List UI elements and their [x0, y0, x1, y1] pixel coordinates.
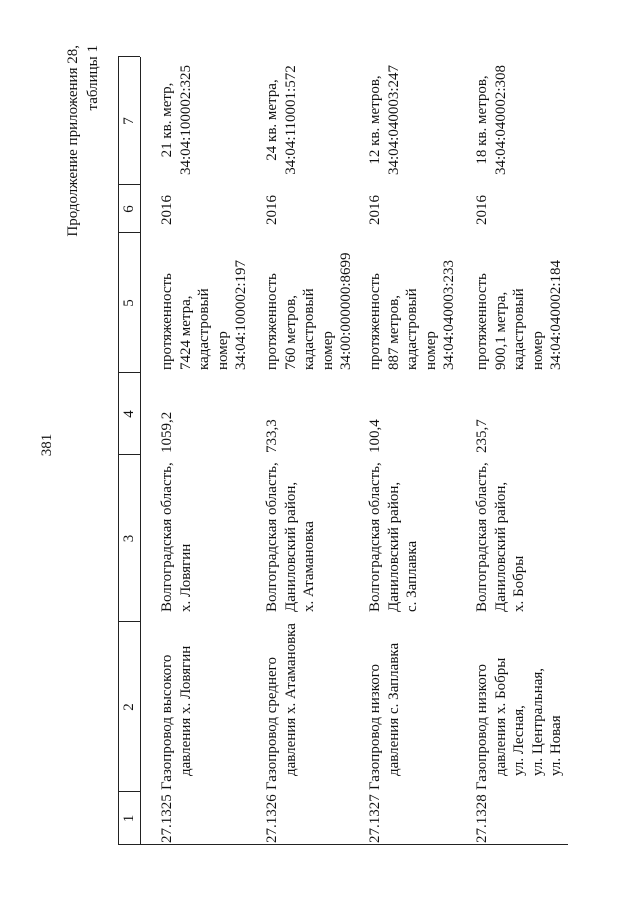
land-plot-line: 12 кв. метров, [367, 75, 383, 165]
object-value-line: 100,4 [367, 419, 383, 453]
object-year-cell [158, 185, 177, 225]
object-year-line: 2016 [474, 195, 490, 225]
land-plot-line: 34:04:040003:247 [385, 65, 402, 176]
object-name-line: ул. Центральная, [529, 667, 546, 776]
object-value-cell [158, 373, 177, 453]
object-details-line: кадастровый [404, 288, 420, 370]
land-plot-line: 34:04:100002:325 [177, 65, 194, 176]
column-header-2: 2 [121, 703, 137, 711]
column-header-4: 4 [121, 410, 137, 418]
object-name-line: давления с. Заплавка [385, 642, 402, 776]
continuation-line: Продолжение приложения 28, [65, 45, 81, 237]
table-row [473, 0, 573, 905]
object-address-line: х. Атамановка [301, 521, 317, 612]
record-number-line: 27.1327 [367, 794, 383, 843]
land-plot-line: 34:04:040002:308 [492, 65, 509, 176]
object-name-cell [473, 622, 566, 790]
object-details-line: протяженность [474, 273, 490, 370]
object-details-line: номер [529, 331, 546, 370]
continuation-heading [63, 45, 103, 365]
object-year-line: 2016 [367, 195, 383, 225]
object-value-line: 733,3 [264, 419, 280, 453]
object-name-cell [366, 622, 403, 790]
column-header-1: 1 [121, 814, 137, 823]
object-details-line: номер [319, 331, 336, 370]
object-address-line: с. Заплавка [404, 540, 420, 612]
object-details-cell [158, 233, 251, 370]
object-details-cell [366, 233, 459, 370]
record-number-line: 27.1325 [159, 794, 175, 843]
object-details-line: протяженность [159, 273, 175, 370]
object-address-cell [263, 455, 319, 612]
object-name-cell [158, 622, 195, 790]
land-plot-cell [473, 57, 510, 183]
object-name-line: давления х. Бобры [492, 657, 509, 776]
object-address-line: х. Ловягин [177, 543, 194, 612]
object-details-line: кадастровый [511, 288, 527, 370]
object-address-cell [366, 455, 422, 612]
record-number-cell [473, 792, 492, 843]
table-row [366, 0, 466, 905]
object-address-line: х. Бобры [511, 555, 527, 612]
object-details-line: протяженность [367, 273, 383, 370]
object-address-cell [473, 455, 529, 612]
land-plot-cell [158, 57, 195, 183]
object-year-cell [263, 185, 282, 225]
table-row [158, 0, 258, 905]
object-address-line: Даниловский район, [385, 481, 402, 612]
land-plot-cell [366, 57, 403, 183]
record-number-line: 27.1328 [474, 794, 490, 843]
object-address-cell [158, 455, 195, 612]
object-address-line: Даниловский район, [282, 481, 299, 612]
object-details-cell [263, 233, 356, 370]
object-details-line: 34:04:040003:233 [441, 259, 457, 370]
object-name-cell [263, 622, 300, 790]
object-year-line: 2016 [159, 195, 175, 225]
object-address-line: Волгоградская область, [367, 462, 383, 612]
object-address-line: Волгоградская область, [474, 462, 490, 612]
object-name-line: ул. Лесная, [511, 705, 527, 776]
object-name-line: Газопровод среднего [264, 657, 280, 790]
land-plot-line: 18 кв. метров, [474, 75, 490, 165]
object-address-line: Волгоградская область, [264, 462, 280, 612]
object-details-line: протяженность [264, 273, 280, 370]
object-value-cell [263, 373, 282, 453]
object-details-line: 34:04:040002:184 [548, 259, 564, 370]
object-name-line: Газопровод высокого [159, 654, 175, 790]
object-year-line: 2016 [264, 195, 280, 225]
object-details-line: 900,1 метра, [492, 291, 509, 370]
column-header-6: 6 [121, 205, 137, 213]
column-header-3: 3 [121, 534, 137, 543]
object-year-cell [473, 185, 492, 225]
object-details-line: номер [214, 331, 231, 370]
object-name-line: давления х. Ловягин [177, 645, 194, 776]
object-details-line: 760 метров, [282, 295, 299, 370]
land-plot-line: 34:04:110001:572 [282, 65, 299, 175]
object-details-line: кадастровый [196, 288, 212, 370]
continuation-line: таблицы 1 [85, 45, 101, 111]
object-name-line: ул. Новая [548, 715, 564, 776]
land-plot-cell [263, 57, 300, 183]
object-value-cell [473, 373, 492, 453]
record-number-cell [366, 792, 385, 843]
object-value-line: 235,7 [474, 419, 490, 453]
record-number-cell [158, 792, 177, 843]
object-details-line: кадастровый [301, 288, 317, 370]
object-value-cell [366, 373, 385, 453]
object-name-line: Газопровод низкого [474, 663, 490, 790]
object-address-line: Даниловский район, [492, 481, 509, 612]
page-number: 381 [39, 433, 55, 457]
object-name-line: давления х. Атамановка [282, 623, 299, 776]
object-details-line: 34:04:100002:197 [233, 259, 249, 370]
record-number-cell [263, 792, 282, 843]
object-details-line: 34:00:000000:8699 [338, 252, 354, 370]
object-value-line: 1059,2 [159, 411, 175, 453]
object-details-line: номер [422, 331, 439, 370]
object-name-line: Газопровод низкого [367, 663, 383, 790]
object-address-line: Волгоградская область, [159, 462, 175, 612]
object-details-line: 887 метров, [385, 295, 402, 370]
object-details-line: 7424 метра, [177, 295, 194, 370]
object-details-cell [473, 233, 566, 370]
record-number-line: 27.1326 [264, 794, 280, 843]
land-plot-line: 21 кв. метр, [159, 82, 175, 158]
header-bottom-border [140, 57, 141, 845]
land-plot-line: 24 кв. метра, [264, 79, 280, 161]
object-year-cell [366, 185, 385, 225]
column-header-5: 5 [121, 299, 137, 307]
table-row [263, 0, 363, 905]
column-header-7: 7 [121, 117, 137, 125]
